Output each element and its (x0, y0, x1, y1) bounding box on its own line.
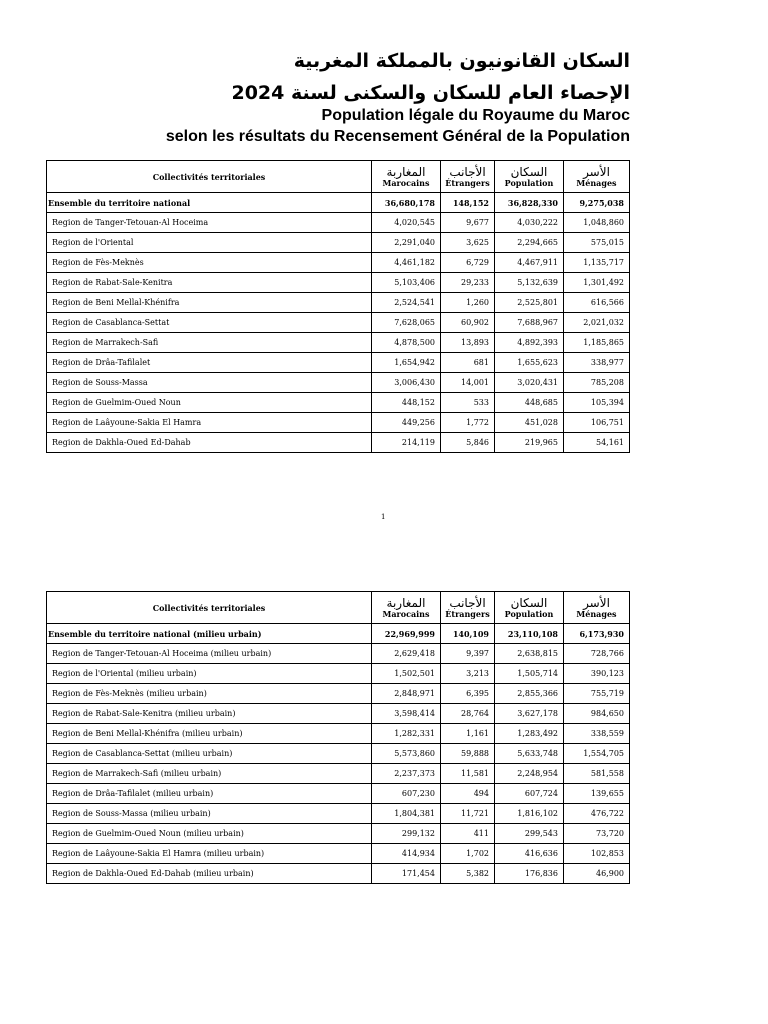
table-row (47, 864, 630, 884)
population-cell: 2,855,366 (495, 684, 564, 704)
column-header-population-ar: السكان (510, 595, 548, 610)
etrangers-cell: 411 (441, 824, 495, 844)
territory-name-cell: Region de Rabat-Sale-Kenitra (47, 273, 372, 293)
marocains-cell: 3,598,414 (372, 704, 441, 724)
population-cell: 416,636 (495, 844, 564, 864)
population-cell: 4,892,393 (495, 333, 564, 353)
menages-cell: 6,173,930 (564, 624, 630, 644)
etrangers-cell: 59,888 (441, 744, 495, 764)
menages-cell: 139,655 (564, 784, 630, 804)
menages-cell: 728,766 (564, 644, 630, 664)
title-arabic-line-1: السكان القانونيون بالمملكة المغربية (293, 50, 630, 72)
marocains-cell: 449,256 (372, 413, 441, 433)
population-cell: 2,638,815 (495, 644, 564, 664)
column-header-territories: Collectivités territoriales (47, 161, 372, 193)
etrangers-cell: 9,397 (441, 644, 495, 664)
column-header-etrangers-fr: Étrangers (445, 608, 490, 619)
marocains-cell: 414,934 (372, 844, 441, 864)
population-cell: 448,685 (495, 393, 564, 413)
column-header-menages (564, 592, 630, 624)
territory-name-cell: Region de Dakhla-Oued Ed-Dahab (milieu urbain) (47, 864, 372, 884)
menages-cell: 9,275,038 (564, 193, 630, 213)
column-header-menages-ar: الأسر (583, 164, 610, 179)
menages-cell: 390,123 (564, 664, 630, 684)
column-header-etrangers (441, 161, 495, 193)
table-row (47, 373, 630, 393)
etrangers-cell: 11,581 (441, 764, 495, 784)
territory-name-cell: Region de Marrakech-Safi (47, 333, 372, 353)
table-row (47, 333, 630, 353)
etrangers-cell: 140,109 (441, 624, 495, 644)
territory-name-cell: Ensemble du territoire national (47, 193, 372, 213)
territory-name-cell: Region de Tanger-Tetouan-Al Hoceima (47, 213, 372, 233)
etrangers-cell: 1,260 (441, 293, 495, 313)
population-cell: 607,724 (495, 784, 564, 804)
menages-cell: 338,559 (564, 724, 630, 744)
marocains-cell: 4,878,500 (372, 333, 441, 353)
population-cell: 2,294,665 (495, 233, 564, 253)
population-cell: 1,816,102 (495, 804, 564, 824)
territory-name-cell: Region de Fès-Meknès (milieu urbain) (47, 684, 372, 704)
population-table-urban (46, 591, 630, 884)
title-arabic-line-2: الإحصاء العام للسكان والسكنى لسنة 2024 (231, 82, 630, 104)
marocains-cell: 4,020,545 (372, 213, 441, 233)
marocains-cell: 2,291,040 (372, 233, 441, 253)
menages-cell: 54,161 (564, 433, 630, 453)
table-row (47, 664, 630, 684)
column-header-marocains-ar: المغاربة (386, 595, 426, 610)
document-title (0, 0, 630, 150)
marocains-cell: 448,152 (372, 393, 441, 413)
population-cell: 1,655,623 (495, 353, 564, 373)
menages-cell: 105,394 (564, 393, 630, 413)
column-header-marocains-fr: Marocains (382, 608, 430, 619)
table-header-row (47, 161, 630, 193)
marocains-cell: 5,573,860 (372, 744, 441, 764)
territory-name-cell: Region de Marrakech-Safi (milieu urbain) (47, 764, 372, 784)
table-row (47, 433, 630, 453)
column-header-etrangers-fr: Étrangers (445, 177, 490, 188)
marocains-cell: 4,461,182 (372, 253, 441, 273)
column-header-etrangers-ar: الأجانب (449, 164, 486, 179)
population-cell: 23,110,108 (495, 624, 564, 644)
etrangers-cell: 494 (441, 784, 495, 804)
title-french-line-1: Population légale du Royaume du Maroc (321, 107, 630, 124)
etrangers-cell: 1,161 (441, 724, 495, 744)
etrangers-cell: 5,846 (441, 433, 495, 453)
menages-cell: 1,135,717 (564, 253, 630, 273)
marocains-cell: 2,629,418 (372, 644, 441, 664)
table-row (47, 724, 630, 744)
menages-cell: 785,208 (564, 373, 630, 393)
population-cell: 176,836 (495, 864, 564, 884)
population-cell: 4,467,911 (495, 253, 564, 273)
column-header-etrangers-ar: الأجانب (449, 595, 486, 610)
territory-name-cell: Region de l'Oriental (milieu urbain) (47, 664, 372, 684)
etrangers-cell: 533 (441, 393, 495, 413)
marocains-cell: 7,628,065 (372, 313, 441, 333)
table-row (47, 744, 630, 764)
table-row (47, 644, 630, 664)
population-cell: 219,965 (495, 433, 564, 453)
page-number: 1 (381, 513, 386, 521)
territory-name-cell: Region de l'Oriental (47, 233, 372, 253)
marocains-cell: 2,848,971 (372, 684, 441, 704)
etrangers-cell: 681 (441, 353, 495, 373)
column-header-menages (564, 161, 630, 193)
etrangers-cell: 6,395 (441, 684, 495, 704)
marocains-cell: 22,969,999 (372, 624, 441, 644)
etrangers-cell: 60,902 (441, 313, 495, 333)
marocains-cell: 214,119 (372, 433, 441, 453)
territory-name-cell: Region de Fès-Meknès (47, 253, 372, 273)
etrangers-cell: 5,382 (441, 864, 495, 884)
table-row (47, 764, 630, 784)
table-row (47, 273, 630, 293)
menages-cell: 581,558 (564, 764, 630, 784)
population-cell: 3,020,431 (495, 373, 564, 393)
etrangers-cell: 3,625 (441, 233, 495, 253)
column-header-marocains-fr: Marocains (382, 177, 430, 188)
territory-name-cell: Region de Souss-Massa (milieu urbain) (47, 804, 372, 824)
etrangers-cell: 148,152 (441, 193, 495, 213)
etrangers-cell: 14,001 (441, 373, 495, 393)
marocains-cell: 1,282,331 (372, 724, 441, 744)
marocains-cell: 1,654,942 (372, 353, 441, 373)
marocains-cell: 607,230 (372, 784, 441, 804)
territory-name-cell: Region de Guelmim-Oued Noun (47, 393, 372, 413)
territory-name-cell: Region de Tanger-Tetouan-Al Hoceima (milieu urbain) (47, 644, 372, 664)
title-french-line-2: selon les résultats du Recensement Général de la Population (165, 128, 630, 145)
marocains-cell: 171,454 (372, 864, 441, 884)
etrangers-cell: 28,764 (441, 704, 495, 724)
territory-name-cell: Region de Laâyoune-Sakia El Hamra (47, 413, 372, 433)
territory-name-cell: Region de Dakhla-Oued Ed-Dahab (47, 433, 372, 453)
territory-name-cell: Region de Beni Mellal-Khénifra (milieu urbain) (47, 724, 372, 744)
marocains-cell: 36,680,178 (372, 193, 441, 213)
table-row (47, 784, 630, 804)
marocains-cell: 3,006,430 (372, 373, 441, 393)
menages-cell: 338,977 (564, 353, 630, 373)
column-header-marocains (372, 161, 441, 193)
population-cell: 1,505,714 (495, 664, 564, 684)
table-row (47, 353, 630, 373)
column-header-territories: Collectivités territoriales (47, 592, 372, 624)
population-cell: 2,525,801 (495, 293, 564, 313)
menages-cell: 616,566 (564, 293, 630, 313)
column-header-marocains (372, 592, 441, 624)
marocains-cell: 5,103,406 (372, 273, 441, 293)
etrangers-cell: 3,213 (441, 664, 495, 684)
territory-name-cell: Region de Rabat-Sale-Kenitra (milieu urbain) (47, 704, 372, 724)
table-row (47, 804, 630, 824)
column-header-population (495, 592, 564, 624)
marocains-cell: 2,524,541 (372, 293, 441, 313)
etrangers-cell: 29,233 (441, 273, 495, 293)
marocains-cell: 299,132 (372, 824, 441, 844)
territory-name-cell: Region de Souss-Massa (47, 373, 372, 393)
etrangers-cell: 1,772 (441, 413, 495, 433)
etrangers-cell: 11,721 (441, 804, 495, 824)
table-row (47, 393, 630, 413)
etrangers-cell: 13,893 (441, 333, 495, 353)
table-row (47, 844, 630, 864)
territory-name-cell: Region de Drâa-Tafilalet (milieu urbain) (47, 784, 372, 804)
menages-cell: 1,301,492 (564, 273, 630, 293)
population-cell: 7,688,967 (495, 313, 564, 333)
population-cell: 299,543 (495, 824, 564, 844)
marocains-cell: 1,804,381 (372, 804, 441, 824)
marocains-cell: 2,237,373 (372, 764, 441, 784)
column-header-population (495, 161, 564, 193)
menages-cell: 1,554,705 (564, 744, 630, 764)
population-table-national (46, 160, 630, 453)
column-header-etrangers (441, 592, 495, 624)
menages-cell: 2,021,032 (564, 313, 630, 333)
etrangers-cell: 9,677 (441, 213, 495, 233)
column-header-menages-fr: Ménages (576, 177, 617, 188)
population-cell: 5,132,639 (495, 273, 564, 293)
column-header-menages-ar: الأسر (583, 595, 610, 610)
territory-name-cell: Ensemble du territoire national (milieu urbain) (47, 624, 372, 644)
menages-cell: 102,853 (564, 844, 630, 864)
table-row (47, 413, 630, 433)
territory-name-cell: Region de Guelmim-Oued Noun (milieu urbain) (47, 824, 372, 844)
marocains-cell: 1,502,501 (372, 664, 441, 684)
table-header-row (47, 592, 630, 624)
table-row (47, 293, 630, 313)
etrangers-cell: 6,729 (441, 253, 495, 273)
menages-cell: 984,650 (564, 704, 630, 724)
population-cell: 451,028 (495, 413, 564, 433)
menages-cell: 1,048,860 (564, 213, 630, 233)
menages-cell: 575,015 (564, 233, 630, 253)
table-row (47, 313, 630, 333)
population-cell: 5,633,748 (495, 744, 564, 764)
table-row (47, 233, 630, 253)
territory-name-cell: Region de Casablanca-Settat (47, 313, 372, 333)
population-cell: 4,030,222 (495, 213, 564, 233)
menages-cell: 1,185,865 (564, 333, 630, 353)
column-header-population-fr: Population (504, 608, 554, 619)
territory-name-cell: Region de Beni Mellal-Khénifra (47, 293, 372, 313)
table-row (47, 704, 630, 724)
table-row (47, 684, 630, 704)
column-header-population-fr: Population (504, 177, 554, 188)
menages-cell: 755,719 (564, 684, 630, 704)
column-header-marocains-ar: المغاربة (386, 164, 426, 179)
column-header-population-ar: السكان (510, 164, 548, 179)
total-row (47, 624, 630, 644)
population-cell: 3,627,178 (495, 704, 564, 724)
territory-name-cell: Region de Drâa-Tafilalet (47, 353, 372, 373)
territory-name-cell: Region de Casablanca-Settat (milieu urbain) (47, 744, 372, 764)
table-row (47, 253, 630, 273)
table-row (47, 824, 630, 844)
population-cell: 1,283,492 (495, 724, 564, 744)
total-row (47, 193, 630, 213)
menages-cell: 73,720 (564, 824, 630, 844)
etrangers-cell: 1,702 (441, 844, 495, 864)
table-row (47, 213, 630, 233)
menages-cell: 46,900 (564, 864, 630, 884)
territory-name-cell: Region de Laâyoune-Sakia El Hamra (milieu urbain) (47, 844, 372, 864)
menages-cell: 106,751 (564, 413, 630, 433)
column-header-menages-fr: Ménages (576, 608, 617, 619)
population-cell: 2,248,954 (495, 764, 564, 784)
menages-cell: 476,722 (564, 804, 630, 824)
population-cell: 36,828,330 (495, 193, 564, 213)
